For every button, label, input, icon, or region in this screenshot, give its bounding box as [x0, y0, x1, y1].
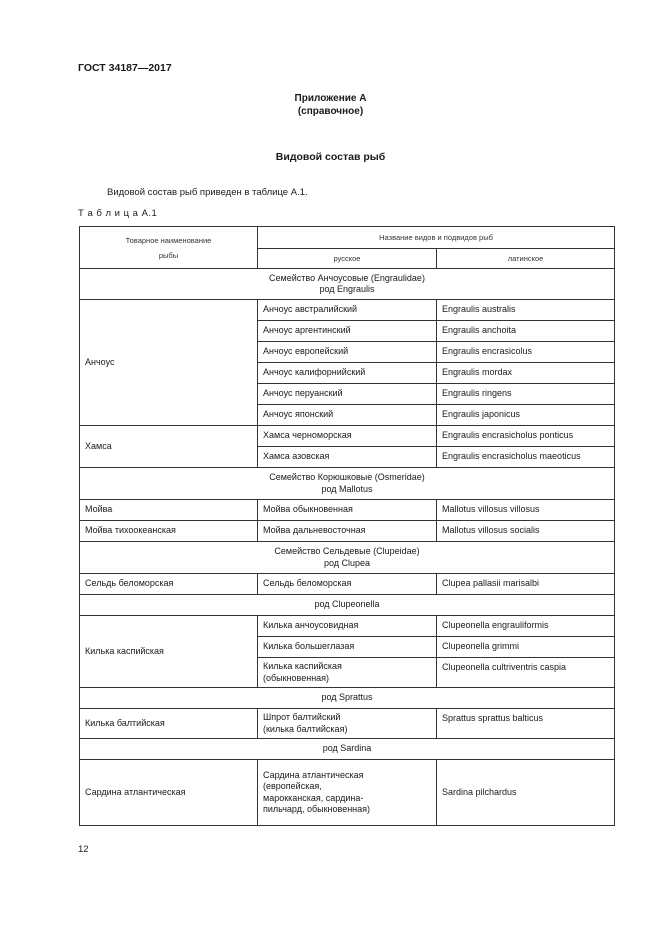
appendix-heading [0, 92, 661, 118]
russian-name: Мойва обыкновенная [258, 500, 437, 521]
family-row: Семейство Корюшковые (Osmeridae) род Mallotus [80, 468, 615, 500]
trade-name-cell: Мойва [80, 500, 258, 521]
trade-name-cell: Килька каспийская [80, 616, 258, 688]
russian-name: Сельдь беломорская [258, 574, 437, 595]
trade-name-cell: Мойва тихоокеанская [80, 521, 258, 542]
russian-name: Анчоус аргентинский [258, 321, 437, 342]
latin-name: Engraulis anchoita [437, 321, 615, 342]
genus-row: род Clupeonella [80, 595, 615, 616]
genus-row: род Sprattus [80, 688, 615, 709]
latin-name: Engraulis encrasicholus ponticus [437, 426, 615, 447]
russian-name: Килька каспийская (обыкновенная) [258, 658, 437, 688]
header-latin: латинское [437, 249, 615, 269]
latin-name: Engraulis ringens [437, 384, 615, 405]
russian-name: Анчоус европейский [258, 342, 437, 363]
family-row: Семейство Сельдевые (Clupeidae) род Clupea [80, 542, 615, 574]
latin-name: Mallotus villosus villosus [437, 500, 615, 521]
latin-name: Sprattus sprattus balticus [437, 709, 615, 739]
russian-name: Анчоус перуанский [258, 384, 437, 405]
trade-name-cell: Хамса [80, 426, 258, 468]
russian-name: Сардина атлантическая (европейская, марокканская, сардина-пильчард, обыкновенная) [258, 760, 437, 826]
latin-name: Engraulis australis [437, 300, 615, 321]
intro-paragraph: Видовой состав рыб приведен в таблице А.1. [107, 187, 308, 198]
header-trade-name: Товарное наименование рыбы [80, 227, 258, 269]
family-row: Семейство Анчоусовые (Engraulidae) род Engraulis [80, 269, 615, 300]
latin-name: Engraulis mordax [437, 363, 615, 384]
latin-name: Engraulis encrasicholus maeoticus [437, 447, 615, 468]
latin-name: Clupeonella engrauliformis [437, 616, 615, 637]
latin-name: Clupeonella grimmi [437, 637, 615, 658]
header-russian: русское [258, 249, 437, 269]
russian-name: Хамса азовская [258, 447, 437, 468]
trade-name-cell: Сардина атлантическая [80, 760, 258, 826]
table-label: Т а б л и ц а А.1 [78, 208, 158, 219]
trade-name-cell: Анчоус [80, 300, 258, 426]
russian-name: Шпрот балтийский (килька балтийская) [258, 709, 437, 739]
latin-name: Engraulis encrasicolus [437, 342, 615, 363]
header-species: Название видов и подвидов рыб [258, 227, 615, 249]
page-number: 12 [78, 844, 89, 855]
latin-name: Clupea pallasii marisalbi [437, 574, 615, 595]
latin-name: Clupeonella cultriventris caspia [437, 658, 615, 688]
appendix-note: (справочное) [297, 106, 364, 117]
trade-name-cell: Килька балтийская [80, 709, 258, 739]
trade-name-cell: Сельдь беломорская [80, 574, 258, 595]
russian-name: Анчоус калифорнийский [258, 363, 437, 384]
russian-name: Анчоус японский [258, 405, 437, 426]
russian-name: Хамса черноморская [258, 426, 437, 447]
section-title: Видовой состав рыб [275, 151, 386, 163]
russian-name: Мойва дальневосточная [258, 521, 437, 542]
genus-row: род Sardina [80, 739, 615, 760]
species-table [79, 226, 615, 826]
document-header: ГОСТ 34187—2017 [78, 62, 172, 74]
latin-name: Engraulis japonicus [437, 405, 615, 426]
latin-name: Mallotus villosus socialis [437, 521, 615, 542]
latin-name: Sardina pilchardus [437, 760, 615, 826]
russian-name: Анчоус австралийский [258, 300, 437, 321]
russian-name: Килька анчоусовидная [258, 616, 437, 637]
russian-name: Килька большеглазая [258, 637, 437, 658]
appendix-title: Приложение А [294, 93, 367, 104]
